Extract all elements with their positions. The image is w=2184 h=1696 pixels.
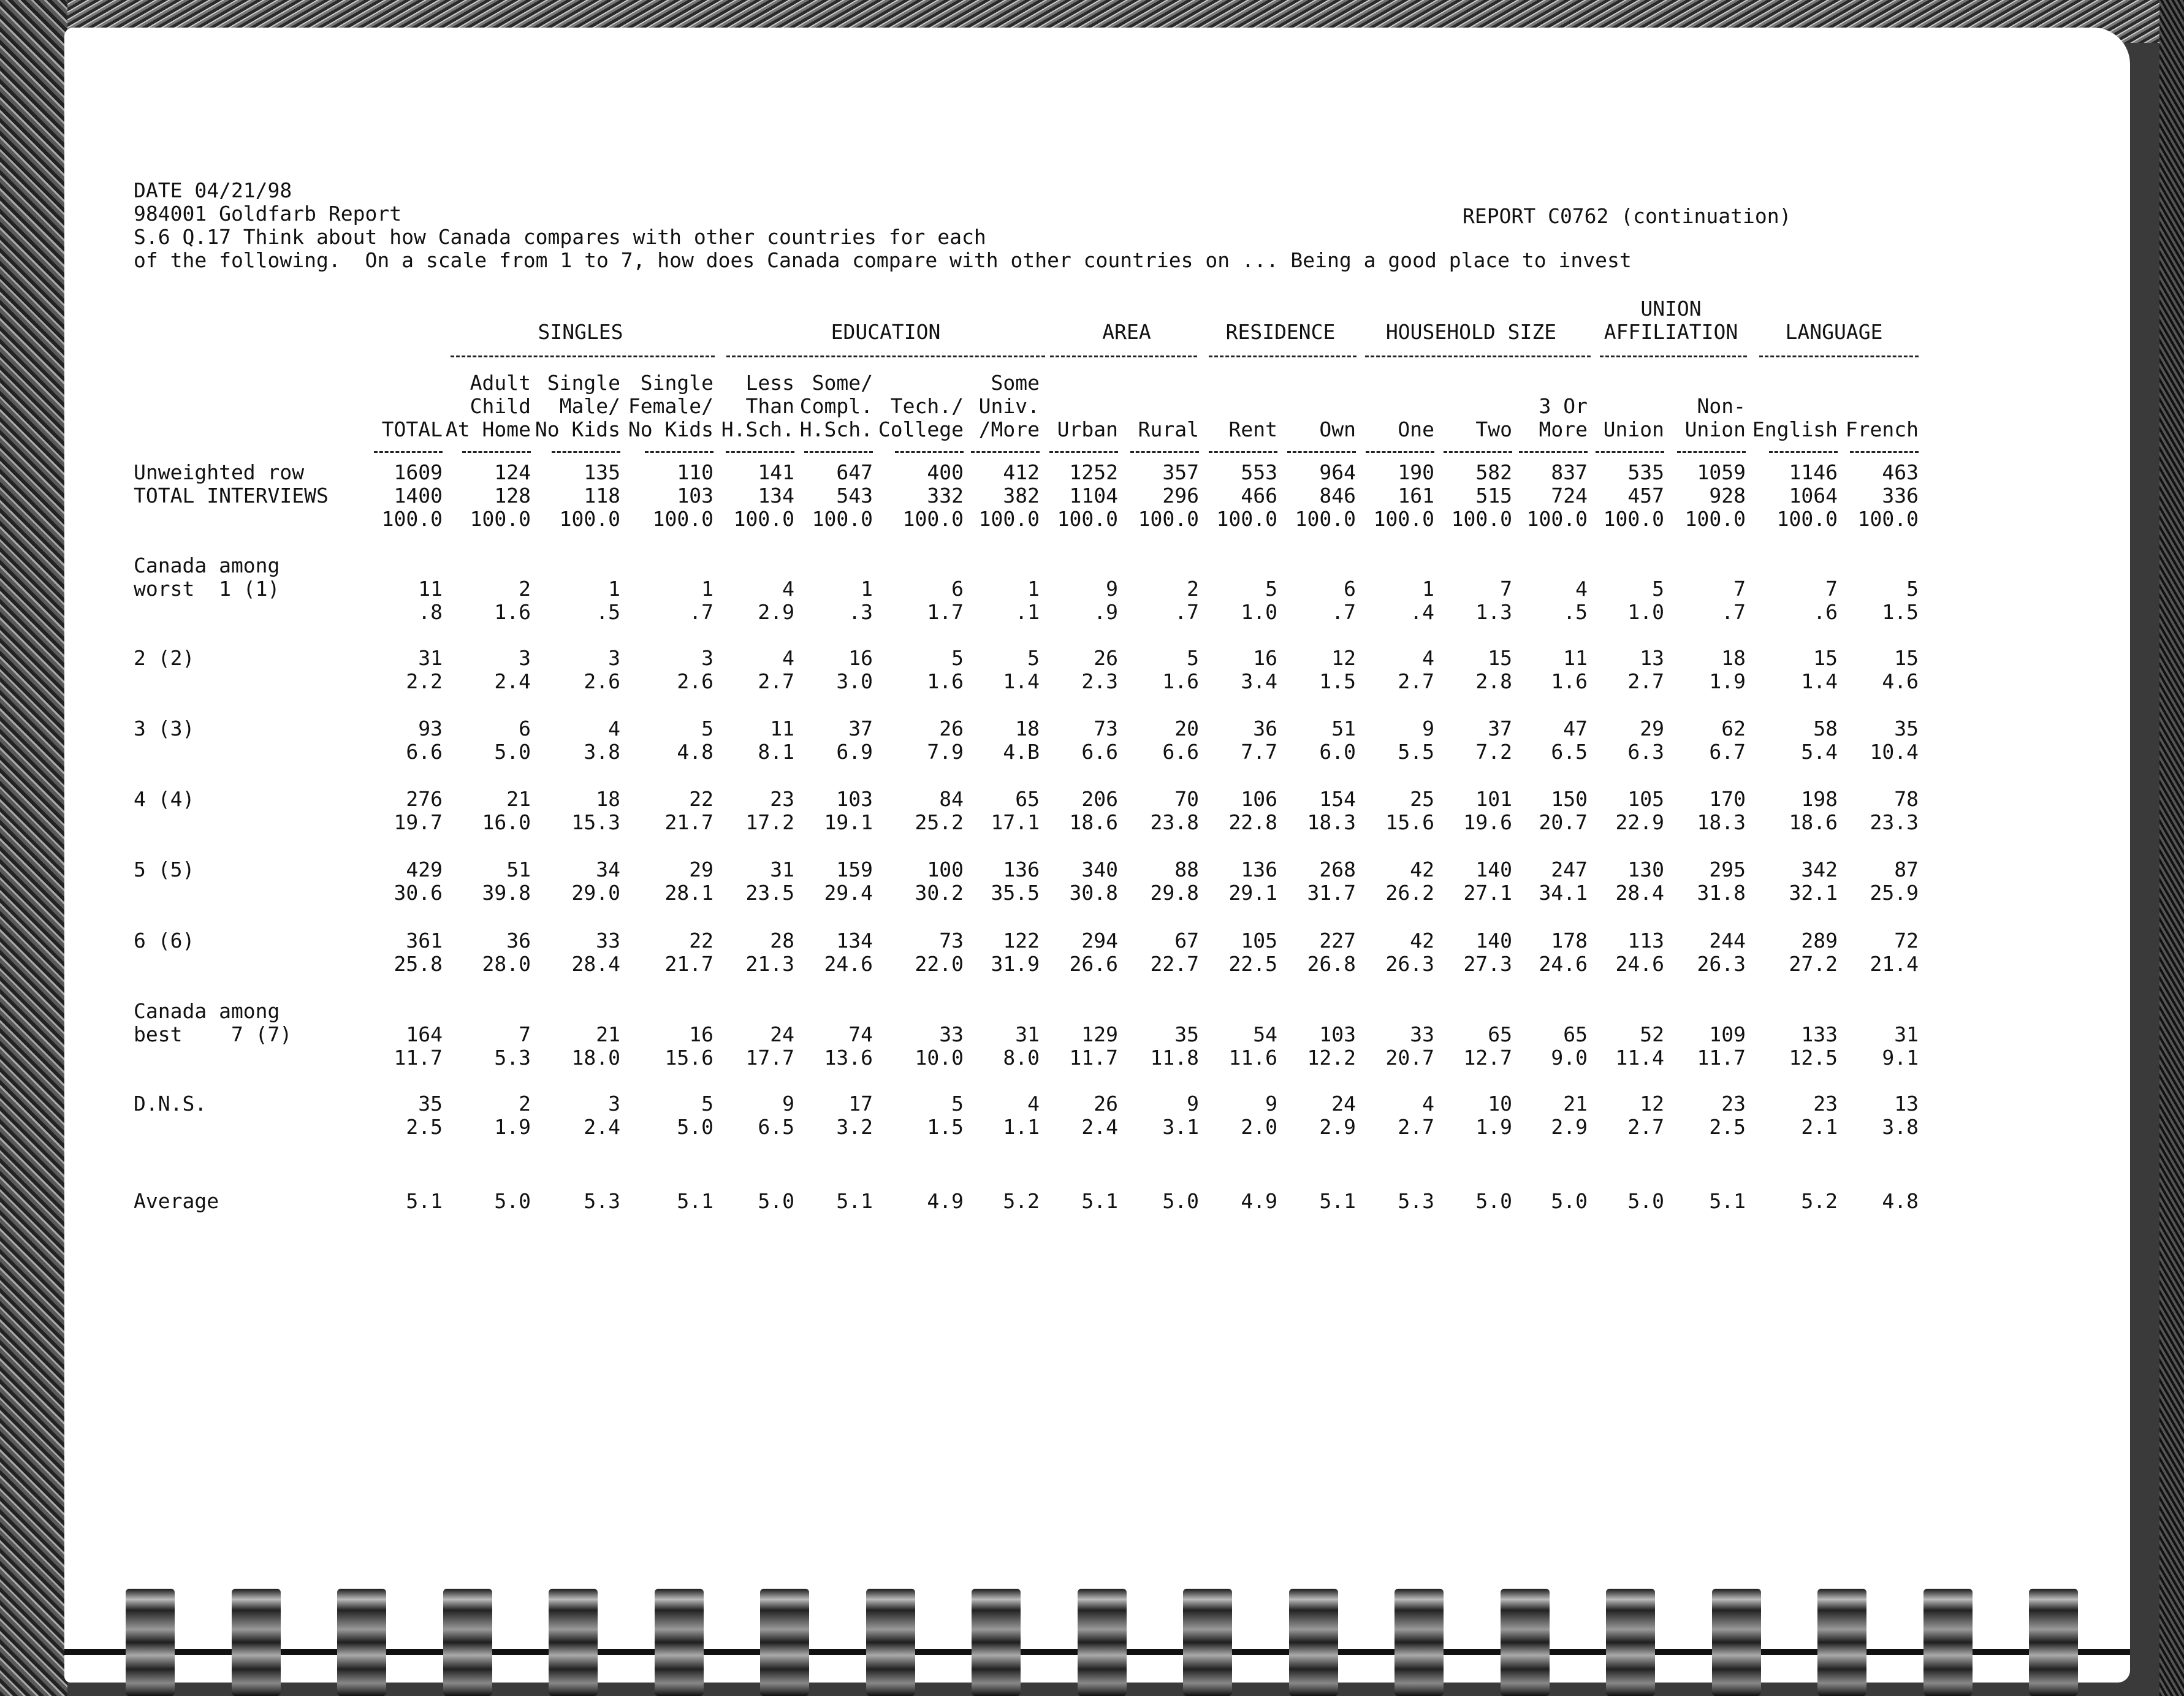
table-cell: 5 1.5 xyxy=(927,1092,964,1139)
table-cell: 33 28.4 xyxy=(571,929,620,976)
table-cell: 21 2.9 xyxy=(1551,1092,1588,1139)
column-underline-17 xyxy=(1677,451,1746,453)
table-cell: 1 .1 xyxy=(1015,577,1040,624)
group-header-3: AREA xyxy=(1102,320,1151,344)
column-underline-15 xyxy=(1519,451,1588,453)
table-cell: 31 2.2 xyxy=(406,646,443,693)
table-cell: 5 1.4 xyxy=(1003,646,1040,693)
table-cell: 4 3.8 xyxy=(584,717,620,764)
group-underline-5 xyxy=(1365,356,1591,357)
table-cell: 361 25.8 xyxy=(394,929,443,976)
table-cell: 16 3.0 xyxy=(836,646,873,693)
table-cell: 6 .7 xyxy=(1331,577,1356,624)
table-cell: 136 35.5 xyxy=(991,858,1040,905)
table-cell: 26 2.3 xyxy=(1081,646,1118,693)
table-cell: 1146 1064 100.0 xyxy=(1776,460,1838,531)
table-cell: 28 21.3 xyxy=(745,929,794,976)
table-cell: 23 2.5 xyxy=(1709,1092,1746,1139)
table-cell: 5 4.8 xyxy=(677,717,713,764)
table-cell: 837 724 100.0 xyxy=(1526,460,1588,531)
table-cell: 2 1.6 xyxy=(494,577,531,624)
table-cell: 51 6.0 xyxy=(1319,717,1356,764)
table-cell: 113 24.6 xyxy=(1615,929,1664,976)
table-cell: 65 17.1 xyxy=(991,787,1040,834)
table-cell: 13 3.8 xyxy=(1882,1092,1919,1139)
table-cell: 178 24.6 xyxy=(1539,929,1588,976)
table-cell: 9 5.5 xyxy=(1398,717,1434,764)
table-cell: 62 6.7 xyxy=(1709,717,1746,764)
row-label-10: Average xyxy=(134,1189,219,1213)
column-underline-7 xyxy=(895,451,964,453)
table-cell: 5 1.6 xyxy=(927,646,964,693)
row-label-3: 2 (2) xyxy=(134,646,195,670)
table-cell: 4 2.7 xyxy=(758,646,794,693)
table-cell: 5.2 xyxy=(1003,1189,1040,1213)
table-cell: 70 23.8 xyxy=(1150,787,1199,834)
table-cell: 7 .6 xyxy=(1813,577,1838,624)
table-cell: 5.1 xyxy=(1319,1189,1356,1213)
table-cell: 9 6.5 xyxy=(758,1092,794,1139)
table-cell: 4 .5 xyxy=(1563,577,1588,624)
column-header-6: Some/ Compl. H.Sch. xyxy=(799,371,873,441)
column-underline-2 xyxy=(462,451,531,453)
column-underline-11 xyxy=(1209,451,1277,453)
table-cell: 5 1.5 xyxy=(1882,577,1919,624)
column-header-18: English xyxy=(1752,417,1838,441)
table-cell: 5.0 xyxy=(1162,1189,1199,1213)
table-cell: 36 7.7 xyxy=(1241,717,1277,764)
table-cell: 5.0 xyxy=(1475,1189,1512,1213)
table-cell: 5.2 xyxy=(1801,1189,1838,1213)
question-line-1: S.6 Q.17 Think about how Canada compares with other countries for each xyxy=(134,225,986,249)
column-header-7: Tech./ College xyxy=(878,394,964,441)
table-cell: 1 .5 xyxy=(596,577,620,624)
table-cell: 268 31.7 xyxy=(1307,858,1356,905)
table-cell: 24 17.7 xyxy=(745,1022,794,1070)
table-cell: 101 19.6 xyxy=(1463,787,1512,834)
row-label-6: 5 (5) xyxy=(134,858,195,881)
table-cell: 1609 1400 100.0 xyxy=(381,460,443,531)
column-header-9: Urban xyxy=(1057,417,1118,441)
table-cell: 244 26.3 xyxy=(1697,929,1746,976)
table-cell: 429 30.6 xyxy=(394,858,443,905)
table-cell: 289 27.2 xyxy=(1789,929,1838,976)
table-cell: 276 19.7 xyxy=(394,787,443,834)
table-cell: 340 30.8 xyxy=(1069,858,1118,905)
table-cell: 198 18.6 xyxy=(1789,787,1838,834)
row-label-1: Unweighted row TOTAL INTERVIEWS xyxy=(134,460,329,508)
column-underline-1 xyxy=(374,451,443,453)
report-date: DATE 04/21/98 xyxy=(134,178,292,202)
table-cell: 73 22.0 xyxy=(915,929,964,976)
table-cell: 5.3 xyxy=(584,1189,620,1213)
table-cell: 3 2.6 xyxy=(677,646,713,693)
table-cell: 31 23.5 xyxy=(745,858,794,905)
table-cell: 294 26.6 xyxy=(1069,929,1118,976)
table-cell: 4 1.1 xyxy=(1003,1092,1040,1139)
table-cell: 47 6.5 xyxy=(1551,717,1588,764)
table-cell: 582 515 100.0 xyxy=(1451,460,1512,531)
table-cell: 295 31.8 xyxy=(1697,858,1746,905)
table-cell: 6 5.0 xyxy=(494,717,531,764)
table-cell: 105 22.5 xyxy=(1228,929,1277,976)
table-cell: 4 2.9 xyxy=(758,577,794,624)
table-cell: 42 26.2 xyxy=(1385,858,1434,905)
table-cell: 412 382 100.0 xyxy=(978,460,1040,531)
table-cell: 5.0 xyxy=(1551,1189,1588,1213)
table-cell: 21 18.0 xyxy=(571,1022,620,1070)
column-underline-16 xyxy=(1596,451,1664,453)
table-cell: 35 10.4 xyxy=(1870,717,1919,764)
table-cell: 65 9.0 xyxy=(1551,1022,1588,1070)
table-cell: 2 .7 xyxy=(1174,577,1199,624)
group-underline-1 xyxy=(451,356,715,357)
table-cell: 54 11.6 xyxy=(1228,1022,1277,1070)
table-cell: 164 11.7 xyxy=(394,1022,443,1070)
table-cell: 400 332 100.0 xyxy=(902,460,964,531)
column-underline-10 xyxy=(1130,451,1199,453)
table-cell: 72 21.4 xyxy=(1870,929,1919,976)
table-cell: 5 1.0 xyxy=(1627,577,1664,624)
table-cell: 20 6.6 xyxy=(1162,717,1199,764)
table-cell: 13 2.7 xyxy=(1627,646,1664,693)
table-cell: 1 .7 xyxy=(689,577,713,624)
table-cell: 124 128 100.0 xyxy=(470,460,531,531)
table-cell: 4.9 xyxy=(1241,1189,1277,1213)
table-cell: 37 7.2 xyxy=(1475,717,1512,764)
table-cell: 3 2.6 xyxy=(584,646,620,693)
table-cell: 227 26.8 xyxy=(1307,929,1356,976)
table-cell: 5.1 xyxy=(406,1189,443,1213)
table-cell: 7 .7 xyxy=(1721,577,1746,624)
table-cell: 1 .4 xyxy=(1410,577,1434,624)
column-header-13: One xyxy=(1398,417,1434,441)
table-cell: 7 1.3 xyxy=(1475,577,1512,624)
table-cell: 140 27.1 xyxy=(1463,858,1512,905)
table-cell: 34 29.0 xyxy=(571,858,620,905)
table-cell: 357 296 100.0 xyxy=(1138,460,1199,531)
column-header-11: Rent xyxy=(1228,417,1277,441)
table-cell: 4.8 xyxy=(1882,1189,1919,1213)
table-cell: 18 15.3 xyxy=(571,787,620,834)
table-cell: 5.1 xyxy=(1709,1189,1746,1213)
group-header-1: SINGLES xyxy=(538,320,623,344)
row-label-7: 6 (6) xyxy=(134,929,195,953)
table-cell: 6 1.7 xyxy=(927,577,964,624)
row-label-9: D.N.S. xyxy=(134,1092,207,1116)
column-header-12: Own xyxy=(1319,417,1356,441)
column-header-15: 3 Or More xyxy=(1539,394,1588,441)
table-cell: 5.0 xyxy=(494,1189,531,1213)
report-name: 984001 Goldfarb Report xyxy=(134,202,402,226)
table-cell: 1252 1104 100.0 xyxy=(1057,460,1118,531)
table-cell: 4.9 xyxy=(927,1189,964,1213)
table-cell: 5.0 xyxy=(758,1189,794,1213)
table-cell: 73 6.6 xyxy=(1081,717,1118,764)
table-cell: 33 10.0 xyxy=(915,1022,964,1070)
table-cell: 154 18.3 xyxy=(1307,787,1356,834)
table-cell: 18 1.9 xyxy=(1709,646,1746,693)
table-cell: 170 18.3 xyxy=(1697,787,1746,834)
table-cell: 4 2.7 xyxy=(1398,646,1434,693)
table-cell: 24 2.9 xyxy=(1319,1092,1356,1139)
table-cell: 141 134 100.0 xyxy=(733,460,794,531)
table-cell: 15 4.6 xyxy=(1882,646,1919,693)
table-cell: 12 2.7 xyxy=(1627,1092,1664,1139)
group-underline-3 xyxy=(1050,356,1197,357)
table-cell: 133 12.5 xyxy=(1789,1022,1838,1070)
table-cell: 7 5.3 xyxy=(494,1022,531,1070)
table-cell: 16 3.4 xyxy=(1241,646,1277,693)
table-cell: 9 3.1 xyxy=(1162,1092,1199,1139)
table-cell: 37 6.9 xyxy=(836,717,873,764)
column-underline-18 xyxy=(1769,451,1838,453)
column-underline-14 xyxy=(1444,451,1512,453)
table-cell: 11 8.1 xyxy=(758,717,794,764)
table-cell: 103 19.1 xyxy=(824,787,873,834)
table-cell: 84 25.2 xyxy=(915,787,964,834)
table-cell: 463 336 100.0 xyxy=(1857,460,1919,531)
table-cell: 130 28.4 xyxy=(1615,858,1664,905)
table-cell: 136 29.1 xyxy=(1228,858,1277,905)
table-cell: 12 1.5 xyxy=(1319,646,1356,693)
table-cell: 29 28.1 xyxy=(664,858,713,905)
table-cell: 9 .9 xyxy=(1094,577,1118,624)
group-underline-2 xyxy=(726,356,1045,357)
table-cell: 129 11.7 xyxy=(1069,1022,1118,1070)
column-header-8: Some Univ. /More xyxy=(978,371,1040,441)
table-cell: 74 13.6 xyxy=(824,1022,873,1070)
table-cell: 78 23.3 xyxy=(1870,787,1919,834)
table-cell: 964 846 100.0 xyxy=(1295,460,1356,531)
table-cell: 247 34.1 xyxy=(1539,858,1588,905)
column-underline-4 xyxy=(645,451,713,453)
table-cell: 122 31.9 xyxy=(991,929,1040,976)
column-header-14: Two xyxy=(1475,417,1512,441)
table-cell: 88 29.8 xyxy=(1150,858,1199,905)
table-cell: 2 1.9 xyxy=(494,1092,531,1139)
table-cell: 100 30.2 xyxy=(915,858,964,905)
table-cell: 65 12.7 xyxy=(1463,1022,1512,1070)
column-header-2: Adult Child At Home xyxy=(445,371,531,441)
table-cell: 109 11.7 xyxy=(1697,1022,1746,1070)
table-cell: 22 21.7 xyxy=(664,929,713,976)
table-cell: 5 1.6 xyxy=(1162,646,1199,693)
table-cell: 5.0 xyxy=(1627,1189,1664,1213)
table-cell: 11 .8 xyxy=(418,577,443,624)
table-cell: 36 28.0 xyxy=(482,929,531,976)
table-cell: 18 4.B xyxy=(1003,717,1040,764)
table-cell: 26 7.9 xyxy=(927,717,964,764)
table-cell: 15 1.4 xyxy=(1801,646,1838,693)
table-cell: 159 29.4 xyxy=(824,858,873,905)
table-cell: 342 32.1 xyxy=(1789,858,1838,905)
table-cell: 5 1.0 xyxy=(1241,577,1277,624)
table-cell: 31 8.0 xyxy=(1003,1022,1040,1070)
table-cell: 58 5.4 xyxy=(1801,717,1838,764)
table-cell: 3 2.4 xyxy=(494,646,531,693)
table-cell: 553 466 100.0 xyxy=(1216,460,1277,531)
table-cell: 11 1.6 xyxy=(1551,646,1588,693)
column-header-4: Single Female/ No Kids xyxy=(628,371,713,441)
table-cell: 31 9.1 xyxy=(1882,1022,1919,1070)
table-cell: 535 457 100.0 xyxy=(1603,460,1664,531)
question-line-2: of the following. On a scale from 1 to 7, how does Canada compare with other countries on ... Being a good place to invest xyxy=(134,248,1632,272)
table-cell: 25 15.6 xyxy=(1385,787,1434,834)
table-cell: 33 20.7 xyxy=(1385,1022,1434,1070)
column-underline-19 xyxy=(1850,451,1919,453)
table-cell: 15 2.8 xyxy=(1475,646,1512,693)
row-label-2: Canada among worst 1 (1) xyxy=(134,553,280,601)
table-cell: 150 20.7 xyxy=(1539,787,1588,834)
table-cell: 647 543 100.0 xyxy=(812,460,873,531)
group-header-4: RESIDENCE xyxy=(1225,320,1336,344)
group-header-5: HOUSEHOLD SIZE xyxy=(1385,320,1557,344)
column-underline-3 xyxy=(552,451,620,453)
table-cell: 190 161 100.0 xyxy=(1373,460,1434,531)
table-cell: 5 5.0 xyxy=(677,1092,713,1139)
column-header-5: Less Than H.Sch. xyxy=(721,371,794,441)
table-cell: 3 2.4 xyxy=(584,1092,620,1139)
table-cell: 1059 928 100.0 xyxy=(1684,460,1746,531)
column-underline-9 xyxy=(1049,451,1118,453)
row-label-8: Canada among best 7 (7) xyxy=(134,999,292,1046)
table-cell: 106 22.8 xyxy=(1228,787,1277,834)
table-cell: 9 2.0 xyxy=(1241,1092,1277,1139)
table-cell: 26 2.4 xyxy=(1081,1092,1118,1139)
group-underline-4 xyxy=(1209,356,1356,357)
column-underline-8 xyxy=(971,451,1040,453)
column-header-19: French xyxy=(1845,417,1919,441)
column-underline-12 xyxy=(1287,451,1356,453)
column-header-17: Non- Union xyxy=(1684,394,1746,441)
table-cell: 140 27.3 xyxy=(1463,929,1512,976)
table-cell: 35 11.8 xyxy=(1150,1022,1199,1070)
column-underline-6 xyxy=(804,451,873,453)
table-cell: 22 21.7 xyxy=(664,787,713,834)
table-cell: 1 .3 xyxy=(848,577,873,624)
table-cell: 52 11.4 xyxy=(1615,1022,1664,1070)
table-cell: 93 6.6 xyxy=(406,717,443,764)
table-cell: 105 22.9 xyxy=(1615,787,1664,834)
table-cell: 67 22.7 xyxy=(1150,929,1199,976)
table-cell: 110 103 100.0 xyxy=(652,460,713,531)
column-header-3: Single Male/ No Kids xyxy=(535,371,620,441)
group-header-2: EDUCATION xyxy=(831,320,941,344)
table-cell: 103 12.2 xyxy=(1307,1022,1356,1070)
group-underline-6 xyxy=(1600,356,1747,357)
table-cell: 35 2.5 xyxy=(406,1092,443,1139)
column-header-10: Rural xyxy=(1138,417,1199,441)
table-cell: 5.3 xyxy=(1398,1189,1434,1213)
table-cell: 135 118 100.0 xyxy=(559,460,620,531)
table-cell: 5.1 xyxy=(677,1189,713,1213)
table-cell: 87 25.9 xyxy=(1870,858,1919,905)
table-cell: 42 26.3 xyxy=(1385,929,1434,976)
table-cell: 5.1 xyxy=(836,1189,873,1213)
column-underline-5 xyxy=(726,451,794,453)
table-cell: 21 16.0 xyxy=(482,787,531,834)
table-cell: 4 2.7 xyxy=(1398,1092,1434,1139)
column-underline-13 xyxy=(1366,451,1434,453)
table-cell: 23 17.2 xyxy=(745,787,794,834)
table-cell: 134 24.6 xyxy=(824,929,873,976)
table-cell: 16 15.6 xyxy=(664,1022,713,1070)
table-cell: 10 1.9 xyxy=(1475,1092,1512,1139)
column-header-16: Union xyxy=(1603,417,1664,441)
group-header-6: UNION AFFILIATION xyxy=(1604,297,1738,344)
table-cell: 5.1 xyxy=(1081,1189,1118,1213)
table-cell: 51 39.8 xyxy=(482,858,531,905)
group-header-7: LANGUAGE xyxy=(1785,320,1883,344)
report-id: REPORT C0762 (continuation) xyxy=(1463,204,1792,228)
group-underline-7 xyxy=(1759,356,1919,357)
table-cell: 29 6.3 xyxy=(1627,717,1664,764)
row-label-4: 3 (3) xyxy=(134,717,195,740)
table-cell: 17 3.2 xyxy=(836,1092,873,1139)
table-cell: 23 2.1 xyxy=(1801,1092,1838,1139)
table-cell: 206 18.6 xyxy=(1069,787,1118,834)
row-label-5: 4 (4) xyxy=(134,787,195,811)
column-header-1: TOTAL xyxy=(381,417,443,441)
